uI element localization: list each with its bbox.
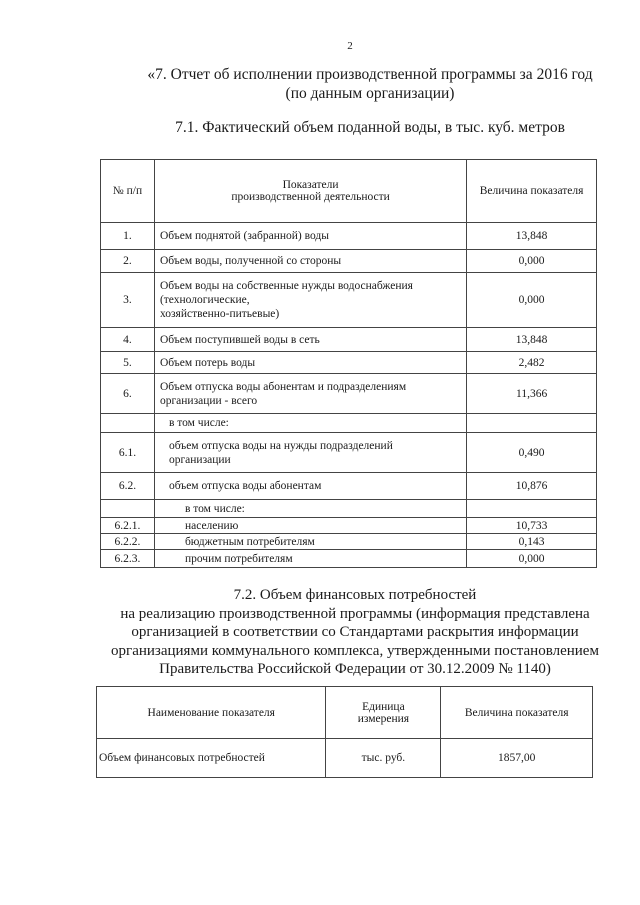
row-label: в том числе: — [154, 414, 466, 433]
header-num: № п/п — [101, 160, 155, 223]
table-row — [101, 328, 597, 352]
header-indicator — [154, 160, 466, 223]
row-num: 6.2.3. — [101, 550, 155, 568]
row-value — [467, 500, 597, 518]
table-header-row — [97, 687, 593, 739]
row-num — [101, 500, 155, 518]
table-row-subheading — [101, 414, 597, 433]
row-name: Объем финансовых потребностей — [97, 739, 326, 778]
row-label-line1: Объем воды на собственные нужды водоснабжения — [159, 280, 413, 292]
table-row — [101, 273, 597, 328]
section-72-title-line5: Правительства Российской Федерации от 30.12.2009 № 1140) — [159, 661, 551, 677]
row-label: прочим потребителям — [154, 550, 466, 568]
row-num: 6.2. — [101, 473, 155, 500]
row-num: 6. — [101, 374, 155, 414]
row-value: 10,733 — [467, 518, 597, 534]
header-value: Величина показателя — [441, 687, 593, 739]
row-label — [154, 433, 466, 473]
table-header-row — [101, 160, 597, 223]
row-value: 13,848 — [467, 223, 597, 250]
table-row — [101, 374, 597, 414]
table-row — [101, 550, 597, 568]
table-row — [101, 534, 597, 550]
row-value — [467, 414, 597, 433]
row-label-line1: объем отпуска воды на нужды подразделений — [168, 439, 393, 452]
table-row — [101, 223, 597, 250]
report-heading — [140, 65, 600, 103]
row-value: 10,876 — [467, 473, 597, 500]
row-label-line3: хозяйственно-питьевые) — [159, 308, 280, 320]
header-name: Наименование показателя — [97, 687, 326, 739]
table-row — [101, 473, 597, 500]
header-unit-line2: измерения — [357, 712, 410, 725]
row-label-line2: (технологические, — [159, 294, 250, 306]
row-label: населению — [154, 518, 466, 534]
header-unit — [326, 687, 441, 739]
row-value: 0,143 — [467, 534, 597, 550]
table-row — [97, 739, 593, 778]
section-72-title-line1: 7.2. Объем финансовых потребностей — [233, 587, 477, 603]
row-value: 11,366 — [467, 374, 597, 414]
row-label: Объем поступившей воды в сеть — [154, 328, 466, 352]
row-label: бюджетным потребителям — [154, 534, 466, 550]
table-row — [101, 352, 597, 374]
row-num: 2. — [101, 250, 155, 273]
row-value: 0,000 — [467, 250, 597, 273]
row-value: 0,000 — [467, 273, 597, 328]
row-label-line2: организации — [168, 453, 231, 466]
row-label: Объем воды, полученной со стороны — [154, 250, 466, 273]
row-num: 6.2.1. — [101, 518, 155, 534]
row-value: 13,848 — [467, 328, 597, 352]
row-label: в том числе: — [154, 500, 466, 518]
row-label-line2: организации - всего — [159, 394, 258, 407]
section-72-title-line2: на реализацию производственной программы (информация представлена — [120, 605, 590, 622]
row-label: Объем поднятой (забранной) воды — [154, 223, 466, 250]
row-value: 2,482 — [467, 352, 597, 374]
section-72-title-line4: организациями коммунального комплекса, утвержденными постановлением — [111, 642, 599, 659]
report-heading-line1: «7. Отчет об исполнении производственной программы за 2016 год — [147, 66, 593, 83]
row-num: 6.2.2. — [101, 534, 155, 550]
row-label-line1: Объем отпуска воды абонентам и подразделениям — [159, 380, 407, 393]
row-value: 1857,00 — [441, 739, 593, 778]
section-72-title-line3: организацией в соответствии со Стандартами раскрытия информации — [131, 624, 579, 640]
table-row — [101, 250, 597, 273]
row-unit: тыс. руб. — [326, 739, 441, 778]
report-heading-line2: (по данным организации) — [285, 85, 455, 102]
header-indicator-line1: Показатели — [282, 179, 339, 191]
water-volume-table — [100, 159, 597, 568]
table-row — [101, 433, 597, 473]
row-label: Объем потерь воды — [154, 352, 466, 374]
row-num: 6.1. — [101, 433, 155, 473]
row-label: объем отпуска воды абонентам — [154, 473, 466, 500]
row-label — [154, 273, 466, 328]
section-71-title: 7.1. Фактический объем поданной воды, в тыс. куб. метров — [175, 119, 565, 136]
row-num: 5. — [101, 352, 155, 374]
row-num — [101, 414, 155, 433]
table-row-subheading — [101, 500, 597, 518]
page-number: 2 — [347, 40, 353, 52]
header-unit-line1: Единица — [362, 700, 405, 713]
row-num: 4. — [101, 328, 155, 352]
row-value: 0,490 — [467, 433, 597, 473]
row-value: 0,000 — [467, 550, 597, 568]
section-72-title — [100, 586, 610, 679]
financial-needs-table — [96, 686, 593, 778]
row-num: 3. — [101, 273, 155, 328]
row-num: 1. — [101, 223, 155, 250]
header-value: Величина показателя — [467, 160, 597, 223]
header-indicator-line2: производственной деятельности — [231, 191, 390, 203]
table-row — [101, 518, 597, 534]
row-label — [154, 374, 466, 414]
